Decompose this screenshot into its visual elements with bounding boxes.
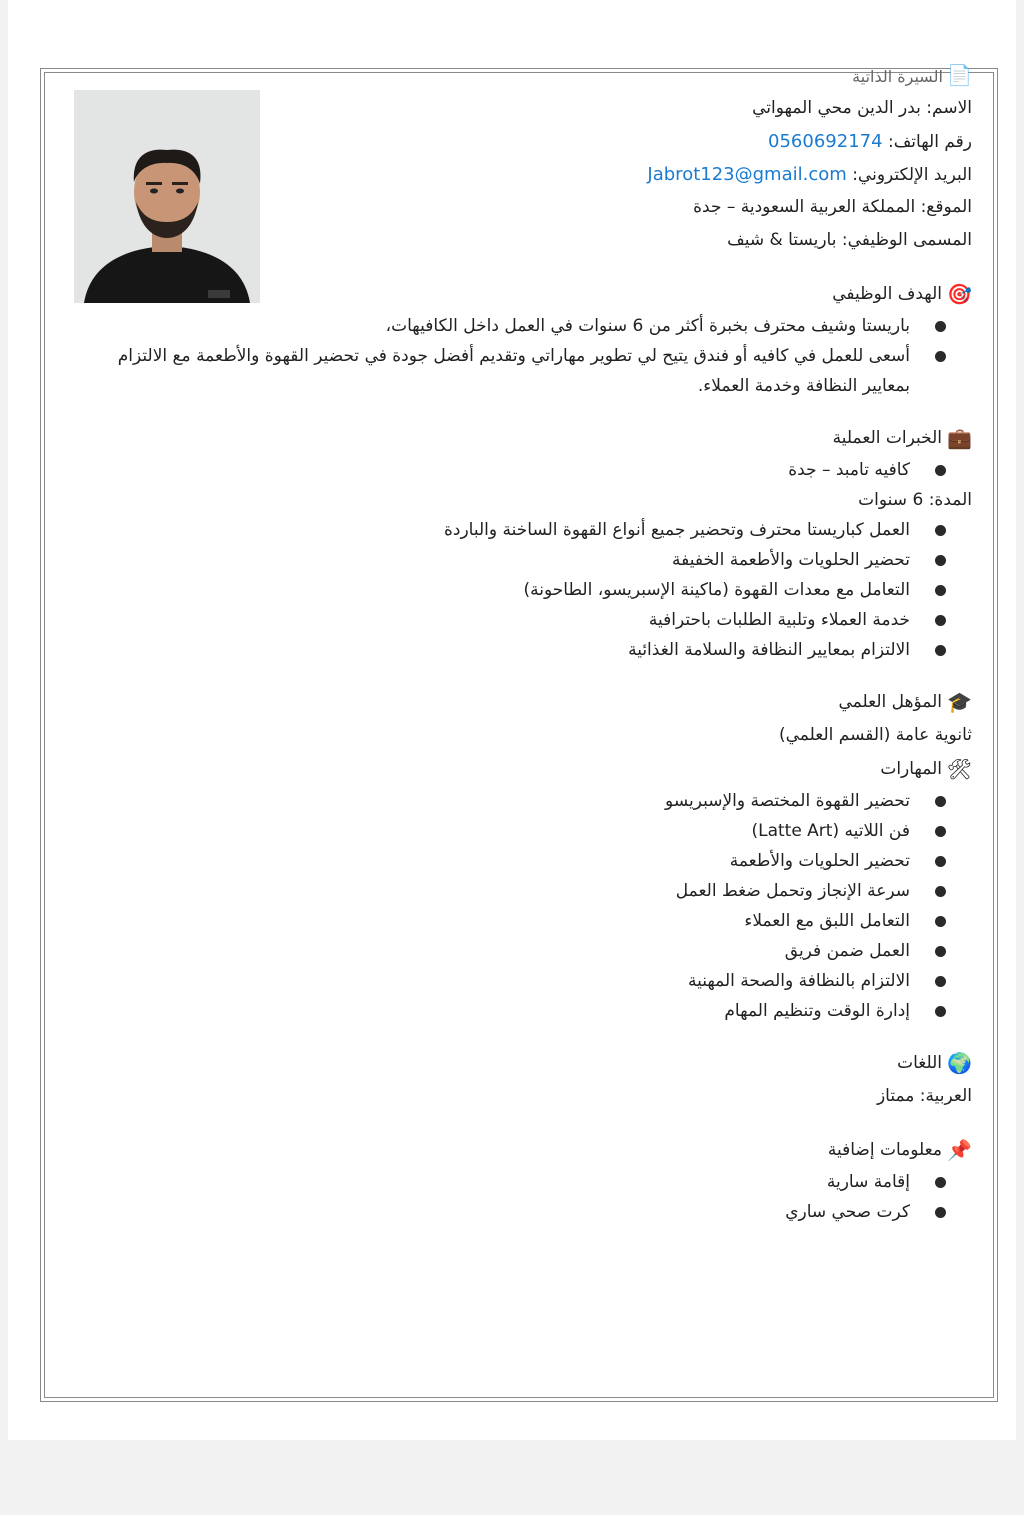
list-item: خدمة العملاء وتلبية الطلبات باحترافية <box>68 605 972 635</box>
languages-title: اللغات <box>897 1053 942 1073</box>
skills-heading <box>68 752 972 786</box>
list-item: أسعى للعمل في كافيه أو فندق يتيح لي تطوير مهاراتي وتقديم أفضل جودة في تحضير القهوة والأطعمة مع الالتزام بمعايير النظافة وخدمة العملاء. <box>68 341 972 401</box>
doc-title <box>68 62 972 92</box>
language-value: العربية: ممتاز <box>876 1086 972 1106</box>
phone-link[interactable]: 0560692174 <box>768 131 883 152</box>
list-item: التعامل مع معدات القهوة (ماكينة الإسبريسو، الطاحونة) <box>68 575 972 605</box>
doc-title-text: السيرة الذاتية <box>852 67 943 86</box>
list-item: إقامة سارية <box>68 1167 972 1197</box>
education-heading <box>68 685 972 719</box>
location-line: الموقع: المملكة العربية السعودية – جدة <box>693 197 972 217</box>
phone-label: رقم الهاتف: <box>887 132 972 152</box>
education-title: المؤهل العلمي <box>838 692 942 712</box>
email-line <box>68 158 972 191</box>
languages-heading <box>68 1046 972 1080</box>
list-item: تحضير القهوة المختصة والإسبريسو <box>68 786 972 816</box>
additional-list <box>68 1167 972 1227</box>
list-item: العمل ضمن فريق <box>68 936 972 966</box>
list-item: كرت صحي ساري <box>68 1197 972 1227</box>
resume-content <box>68 62 972 1227</box>
list-item: الالتزام بمعايير النظافة والسلامة الغذائية <box>68 635 972 665</box>
additional-title: معلومات إضافية <box>827 1140 942 1160</box>
experience-title: الخبرات العملية <box>832 428 942 448</box>
email-link[interactable]: Jabrot123@gmail.com <box>647 164 847 185</box>
briefcase-icon: 💼 <box>947 426 972 450</box>
resume-page <box>8 0 1016 1440</box>
list-item: فن اللاتيه (Latte Art) <box>68 816 972 846</box>
list-item: إدارة الوقت وتنظيم المهام <box>68 996 972 1026</box>
list-item: تحضير الحلويات والأطعمة <box>68 846 972 876</box>
list-item: الالتزام بالنظافة والصحة المهنية <box>68 966 972 996</box>
list-item: تحضير الحلويات والأطعمة الخفيفة <box>68 545 972 575</box>
graduation-cap-icon: 🎓 <box>947 690 972 714</box>
list-item: سرعة الإنجاز وتحمل ضغط العمل <box>68 876 972 906</box>
duration-line: المدة: 6 سنوات <box>858 490 972 510</box>
experience-duties-list <box>68 515 972 665</box>
target-icon: 🎯 <box>947 282 972 306</box>
phone-line <box>68 125 972 158</box>
globe-icon: 🌍 <box>947 1051 972 1075</box>
list-item: التعامل اللبق مع العملاء <box>68 906 972 936</box>
objective-title: الهدف الوظيفي <box>832 284 942 304</box>
list-item: كافيه تامبد – جدة <box>68 455 972 485</box>
pushpin-icon: 📌 <box>947 1138 972 1162</box>
list-item: العمل كباريستا محترف وتحضير جميع أنواع القهوة الساخنة والباردة <box>68 515 972 545</box>
document-icon: 📄 <box>947 63 972 87</box>
experience-heading <box>68 421 972 455</box>
skills-list <box>68 786 972 1026</box>
name-line: الاسم: بدر الدين محي المهواتي <box>752 98 972 118</box>
additional-heading <box>68 1133 972 1167</box>
tools-icon: 🛠 <box>946 757 972 781</box>
objective-list <box>68 311 972 401</box>
list-item: باريستا وشيف محترف بخبرة أكثر من 6 سنوات في العمل داخل الكافيهات، <box>68 311 972 341</box>
email-label: البريد الإلكتروني: <box>852 165 972 185</box>
skills-title: المهارات <box>880 759 942 779</box>
objective-heading <box>68 277 972 311</box>
experience-place-list <box>68 455 972 485</box>
job-title-line: المسمى الوظيفي: باريستا & شيف <box>727 230 972 250</box>
education-value: ثانوية عامة (القسم العلمي) <box>778 725 972 745</box>
